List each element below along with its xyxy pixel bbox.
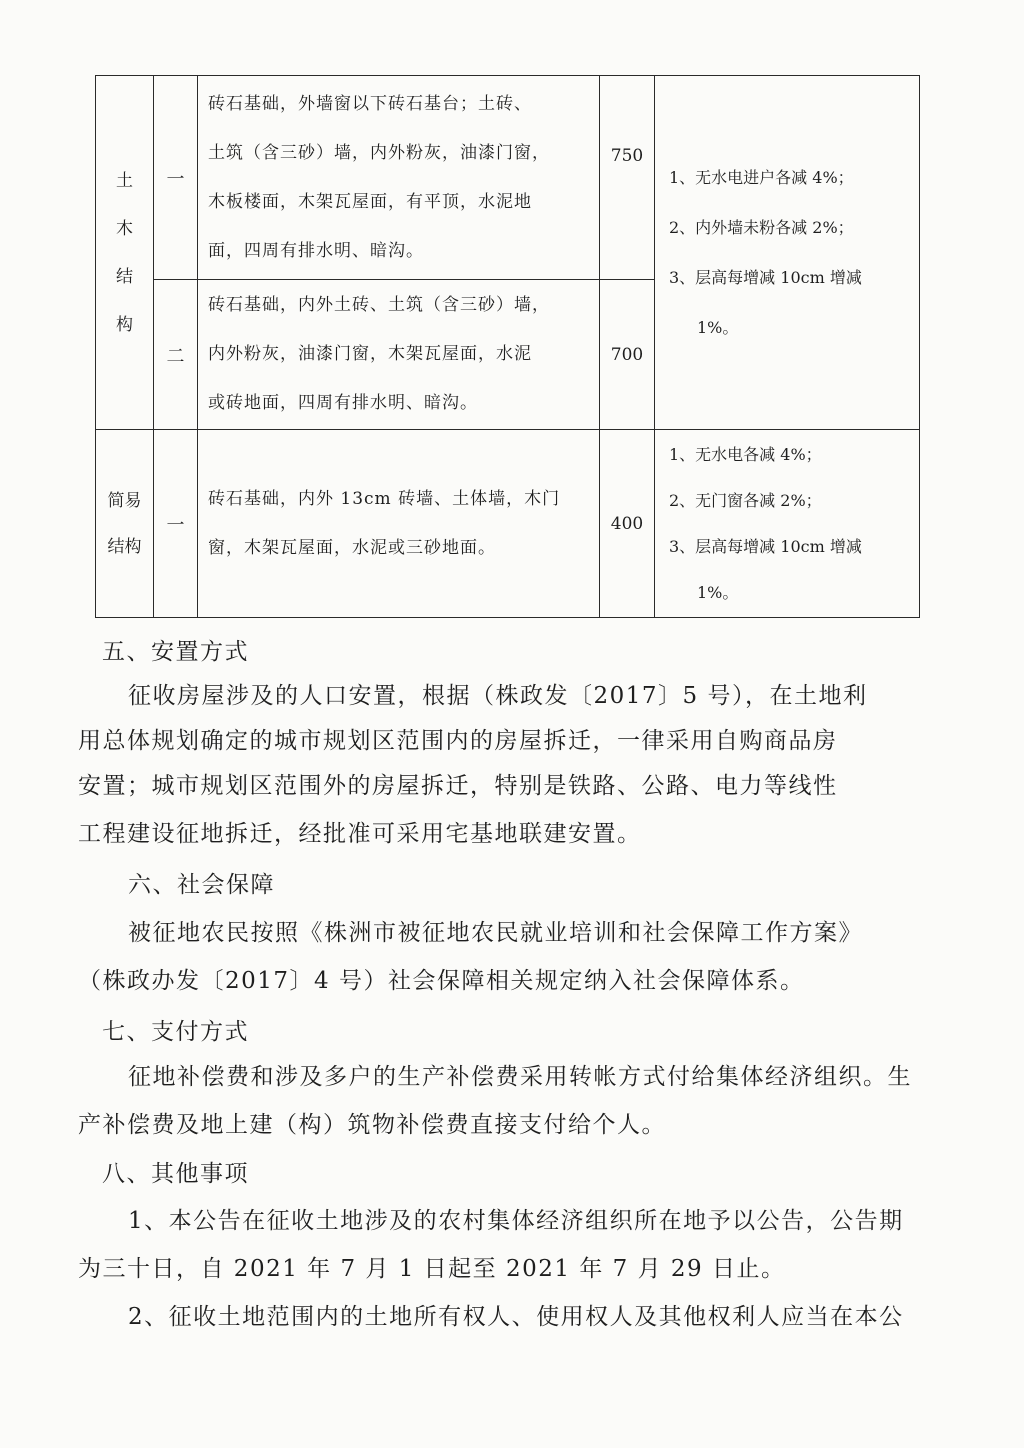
category-word: 结构 xyxy=(107,536,142,557)
price-cell: 700 xyxy=(600,280,655,430)
price-cell: 750 xyxy=(600,76,655,280)
table-row xyxy=(96,430,920,618)
category-word: 简易 xyxy=(107,490,142,511)
category-char: 结 xyxy=(116,266,133,287)
description-line: 砖石基础，外墙窗以下砖石基台；土砖、 xyxy=(208,93,532,114)
grade-cell: 一 xyxy=(154,76,198,280)
category-char: 土 xyxy=(116,170,133,191)
description-line: 面，四周有排水明、暗沟。 xyxy=(208,240,424,261)
description-cell xyxy=(198,76,600,280)
paragraph-line: （株政办发〔2017〕4 号）社会保障相关规定纳入社会保障体系。 xyxy=(78,968,805,994)
description-line: 或砖地面，四周有排水明、暗沟。 xyxy=(208,393,478,413)
note-line: 3、层高每增减 10cm 增减 xyxy=(669,267,862,287)
description-line: 砖石基础，内外土砖、土筑（含三砂）墙， xyxy=(208,295,550,315)
section-heading: 六、社会保障 xyxy=(128,872,275,898)
compensation-standard-table xyxy=(95,75,920,618)
paragraph-line: 1、本公告在征收土地涉及的农村集体经济组织所在地予以公告，公告期 xyxy=(128,1208,904,1234)
description-line: 木板楼面，木架瓦屋面，有平顶，水泥地 xyxy=(208,191,532,212)
paragraph-line: 产补偿费及地上建（构）筑物补偿费直接支付给个人。 xyxy=(78,1112,666,1138)
table-row xyxy=(96,76,920,280)
price-cell: 400 xyxy=(600,430,655,618)
grade-cell: 一 xyxy=(154,430,198,618)
notes-cell xyxy=(655,76,920,430)
paragraph-line: 征地补偿费和涉及多户的生产补偿费采用转帐方式付给集体经济组织。生 xyxy=(128,1064,912,1090)
note-line: 2、无门窗各减 2%； xyxy=(669,490,822,510)
note-line: 2、内外墙未粉各减 2%； xyxy=(669,217,854,237)
paragraph-line: 被征地农民按照《株洲市被征地农民就业培训和社会保障工作方案》 xyxy=(128,920,863,946)
note-line: 1%。 xyxy=(697,582,739,602)
section-heading: 五、安置方式 xyxy=(102,639,249,665)
paragraph-line: 征收房屋涉及的人口安置，根据（株政发〔2017〕5 号），在土地利 xyxy=(128,683,868,709)
note-line: 1、无水电进户各减 4%； xyxy=(669,167,854,187)
paragraph-line: 工程建设征地拆迁，经批准可采用宅基地联建安置。 xyxy=(78,821,642,847)
category-cell xyxy=(96,76,154,430)
paragraph-line: 用总体规划确定的城市规划区范围内的房屋拆迁，一律采用自购商品房 xyxy=(78,728,838,754)
grade-cell: 二 xyxy=(154,280,198,430)
description-line: 内外粉灰，油漆门窗，木架瓦屋面，水泥 xyxy=(208,344,532,364)
note-line: 1%。 xyxy=(697,317,739,337)
note-line: 3、层高每增减 10cm 增减 xyxy=(669,536,862,556)
paragraph-line: 2、征收土地范围内的土地所有权人、使用权人及其他权利人应当在本公 xyxy=(128,1304,904,1330)
paragraph-line: 为三十日，自 2021 年 7 月 1 日起至 2021 年 7 月 29 日止。 xyxy=(78,1256,786,1282)
notes-cell xyxy=(655,430,920,618)
category-char: 木 xyxy=(116,218,133,239)
description-line: 土筑（含三砂）墙，内外粉灰，油漆门窗， xyxy=(208,142,550,163)
section-heading: 七、支付方式 xyxy=(102,1019,249,1045)
category-cell xyxy=(96,430,154,618)
section-heading: 八、其他事项 xyxy=(102,1161,249,1187)
description-cell xyxy=(198,430,600,618)
description-cell xyxy=(198,280,600,430)
note-line: 1、无水电各减 4%； xyxy=(669,444,822,464)
paragraph-line: 安置；城市规划区范围外的房屋拆迁，特别是铁路、公路、电力等线性 xyxy=(78,773,838,799)
category-char: 构 xyxy=(116,314,133,335)
description-line: 窗，木架瓦屋面，水泥或三砂地面。 xyxy=(208,537,496,558)
description-line: 砖石基础，内外 13cm 砖墙、土体墙，木门 xyxy=(208,488,561,509)
